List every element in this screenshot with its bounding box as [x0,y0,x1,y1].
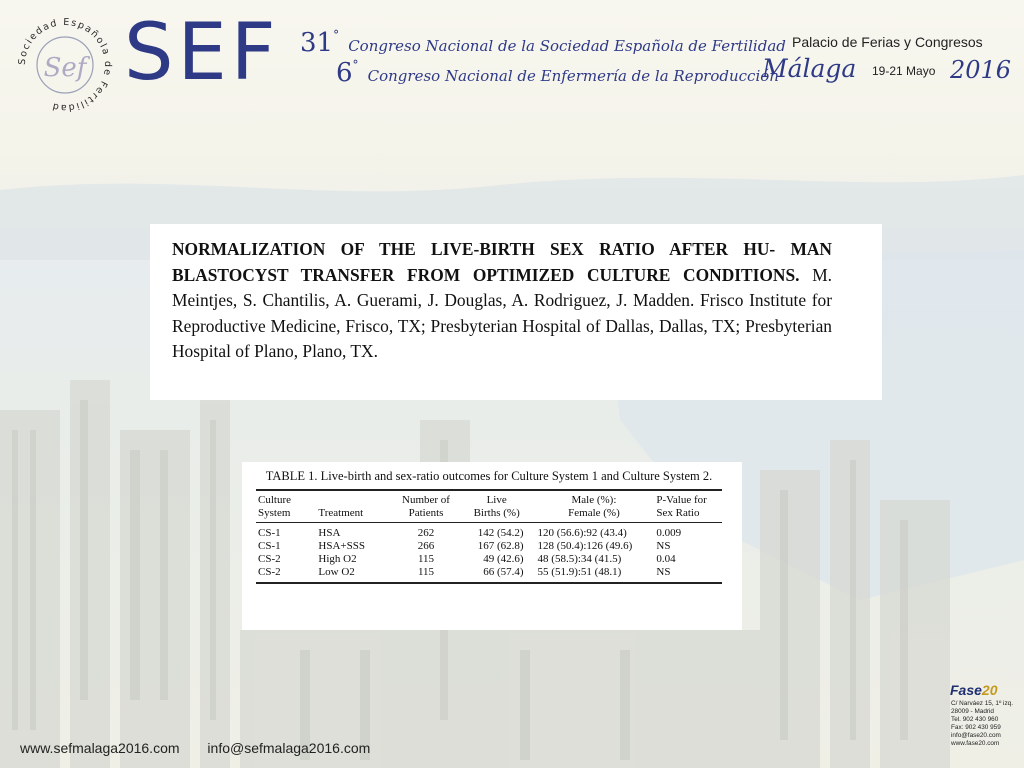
sponsor-address-line: Tel. 902 430 960 [951,716,999,723]
cell-system: CS-2 [258,553,281,565]
venue-text: Palacio de Ferias y Congresos [792,34,983,50]
cell-treatment: Low O2 [318,566,355,578]
sponsor-number: 20 [981,682,998,698]
cell-p-value: NS [656,566,671,578]
table-caption [260,468,718,485]
header-p-value: P-Value for Sex Ratio [654,490,722,523]
cell-p-value: NS [656,540,671,552]
congress-2-ordinal: ° [352,58,359,72]
city-text: Málaga [762,54,857,83]
cell-patients: 266 [417,540,435,552]
cell-treatment: High O2 [318,553,357,565]
congress-line-1 [300,28,786,58]
congress-1-number: 31 [300,28,334,58]
cell-male-female: 128 (50.4):126 (49.6) [537,540,633,552]
results-table [256,489,722,584]
abstract-paragraph [172,237,832,365]
cell-system: CS-1 [258,527,281,539]
cell-treatment: HSA+SSS [318,540,365,552]
table-row [256,523,722,541]
table-box [242,462,742,630]
cell-live-births: 49 (42.6) [483,553,524,565]
cell-patients: 115 [417,566,435,578]
cell-system: CS-2 [258,566,281,578]
sponsor-name: Fase [950,682,982,698]
email-link[interactable]: info@sefmalaga2016.com [207,740,371,756]
congress-2-number: 6 [336,58,353,88]
sef-seal-logo [14,14,116,116]
abstract-box [150,224,882,400]
table-header-row [256,490,722,523]
sponsor-logo [950,682,998,698]
cell-live-births: 66 (57.4) [483,566,524,578]
cell-treatment: HSA [318,527,341,539]
year-text: 2016 [950,56,1012,84]
header-male-female: Male (%): Female (%) [534,490,655,523]
seal-ring-text: Sociedad Española de Fertilidad [16,16,114,114]
table-caption-label: TABLE 1. [265,469,318,483]
seal-initials: Sef [43,53,87,83]
sponsor-address-line: C/ Narváez 15, 1º izq. [951,700,1014,707]
table-row [256,566,722,583]
cell-live-births: 167 (62.8) [477,540,524,552]
cell-p-value: 0.04 [656,553,676,565]
cell-p-value: 0.009 [656,527,682,539]
cell-patients: 262 [417,527,435,539]
footer [20,740,394,756]
header-treatment: Treatment [316,490,392,523]
header-live-births: Live Births (%) [460,490,534,523]
table-row [256,553,722,566]
header-number-of-patients: Number of Patients [392,490,460,523]
sponsor-address-line[interactable]: www.fase20.com [951,740,1000,747]
congress-2-text: Congreso Nacional de Enfermería de la Reproducción [367,67,779,85]
cell-patients: 115 [417,553,435,565]
abstract-affiliations: Frisco Institute for Reproductive Medicine, Frisco, TX; Presbyterian Hospital of Dallas, Dallas, TX; Presbyterian Hospital of Plano, Plano, TX. [172,290,832,361]
header-culture-system: Culture System [256,490,316,523]
cell-male-female: 55 (51.9):51 (48.1) [537,566,622,578]
cell-male-female: 48 (58.5):34 (41.5) [537,553,622,565]
congress-1-text: Congreso Nacional de la Sociedad Española de Fertilidad [348,37,786,55]
abstract-authors: M. Meintjes, S. Chantilis, A. Guerami, J. Douglas, A. Rodriguez, J. Madden. [172,264,832,310]
sef-logo-word: SEF [124,8,280,98]
cell-male-female: 120 (56.6):92 (43.4) [537,527,627,539]
cell-system: CS-1 [258,540,281,552]
cell-live-births: 142 (54.2) [477,527,524,539]
sponsor-address-line: Fax: 902 430 959 [951,724,1001,731]
congress-line-2 [336,58,779,88]
sponsor-address [951,700,1013,748]
website-link[interactable]: www.sefmalaga2016.com [20,740,180,756]
table-row [256,540,722,553]
sponsor-address-line: 28009 - Madrid [951,708,994,715]
abstract-title: NORMALIZATION OF THE LIVE-BIRTH SEX RATIO AFTER HU- MAN BLASTOCYST TRANSFER FROM OPTIMIZED CULTURE CONDITIONS. [172,239,832,285]
congress-1-ordinal: ° [333,28,340,42]
table-caption-text: Live-birth and sex-ratio outcomes for Culture System 1 and Culture System 2. [320,469,713,483]
sponsor-address-line[interactable]: info@fase20.com [951,732,1001,739]
dates-text: 19-21 Mayo [872,64,936,78]
